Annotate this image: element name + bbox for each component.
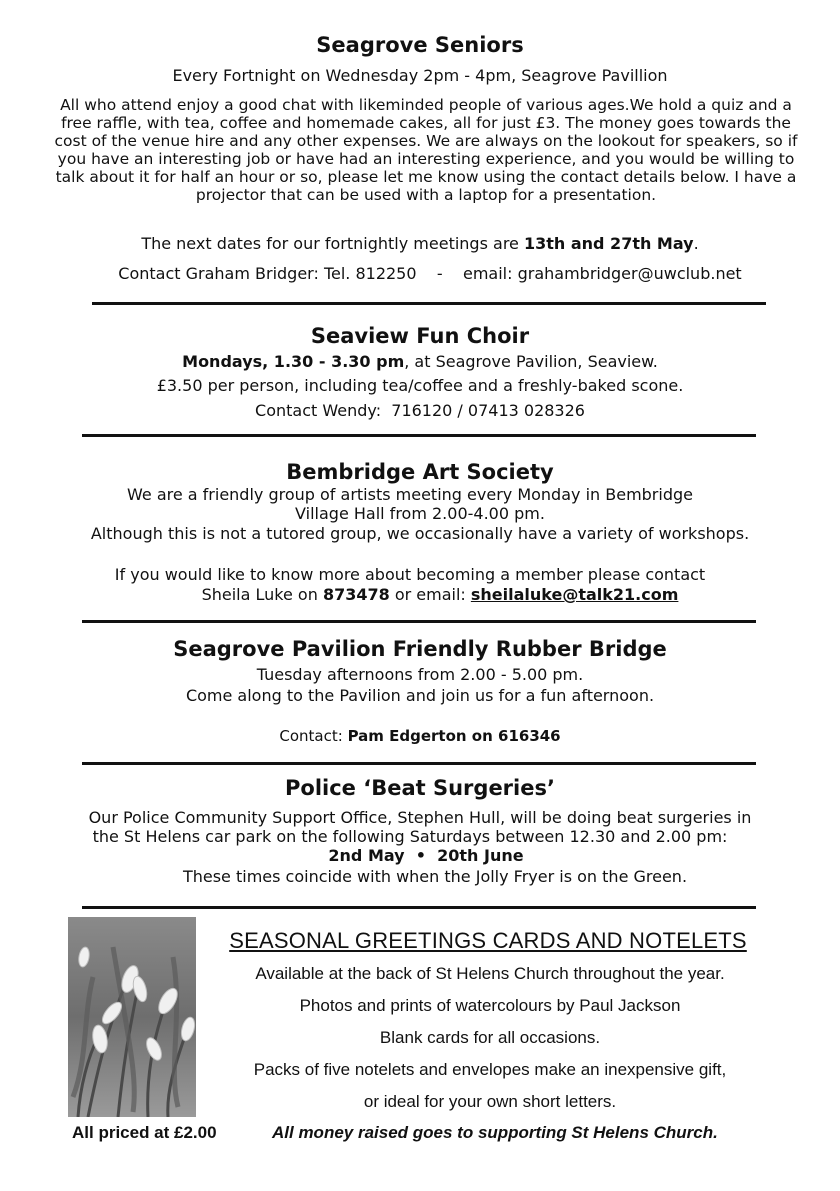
next-dates-text: The next dates for our fortnightly meetings are: [141, 234, 524, 253]
next-dates-suffix: .: [693, 234, 699, 253]
next-dates-bold: 13th and 27th May: [523, 234, 694, 253]
divider: [92, 302, 766, 305]
bridge-title: Seagrove Pavilion Friendly Rubber Bridge: [173, 637, 667, 661]
seniors-schedule: Every Fortnight on Wednesday 2pm - 4pm, Seagrove Pavillion: [172, 66, 668, 85]
art-line3: Although this is not a tutored group, we occasionally have a variety of workshops.: [90, 524, 750, 543]
art-email-label: or email:: [389, 585, 471, 604]
seniors-next-dates: [0, 234, 840, 254]
art-line4: If you would like to know more about becoming a member please contact: [114, 565, 706, 584]
choir-when-rest: , at Seagrove Pavilion, Seaview.: [404, 352, 658, 371]
choir-when-bold: Mondays, 1.30 - 3.30 pm: [182, 352, 405, 371]
art-phone: 873478: [322, 585, 390, 604]
divider: [82, 620, 756, 623]
divider: [82, 434, 756, 437]
police-dates: 2nd May • 20th June: [328, 846, 524, 865]
seniors-title: Seagrove Seniors: [316, 33, 524, 57]
bridge-line1: Tuesday afternoons from 2.00 - 5.00 pm.: [256, 665, 584, 684]
art-title: Bembridge Art Society: [286, 460, 554, 484]
cards-line4: Packs of five notelets and envelopes make an inexpensive gift,: [253, 1060, 727, 1079]
art-line5: [0, 585, 840, 605]
choir-contact: Contact Wendy: 716120 / 07413 028326: [255, 401, 585, 420]
cards-line2: Photos and prints of watercolours by Paul Jackson: [299, 996, 681, 1015]
police-line3: These times coincide with when the Jolly Fryer is on the Green.: [182, 867, 688, 886]
bridge-line2: Come along to the Pavilion and join us for a fun afternoon.: [185, 686, 655, 705]
seniors-body: All who attend enjoy a good chat with likeminded people of various ages.We hold a quiz and a free raffle, with tea, coffee and homemade cakes, all for just £3. The money goes towards the cost of the venue hire and any other expenses. We are always on the lookout for speakers, so if you have an interesting job or have had an interesting experience, and you would be willing to talk about it for half an hour or so, please let me know using the contact details below. I have a projector that can be used with a laptop for a presentation.: [54, 96, 798, 204]
choir-title: Seaview Fun Choir: [310, 324, 530, 348]
police-line2: the St Helens car park on the following Saturdays between 12.30 and 2.00 pm:: [92, 827, 728, 846]
cards-price: All priced at £2.00: [72, 1123, 217, 1142]
art-line1: We are a friendly group of artists meeting every Monday in Bembridge: [127, 485, 693, 504]
bridge-contact-label: Contact:: [279, 727, 348, 745]
snowdrop-photo: [68, 917, 196, 1117]
bridge-contact-name: Pam Edgerton on 616346: [347, 727, 561, 745]
cards-line3: Blank cards for all occasions.: [379, 1028, 601, 1047]
art-contact-name: Sheila Luke on: [201, 585, 323, 604]
cards-line5: or ideal for your own short letters.: [363, 1092, 617, 1111]
cards-money: All money raised goes to supporting St Helens Church.: [272, 1123, 718, 1142]
divider: [82, 762, 756, 765]
cards-title: SEASONAL GREETINGS CARDS AND NOTELETS: [229, 928, 747, 953]
police-line1: Our Police Community Support Office, Stephen Hull, will be doing beat surgeries in: [88, 808, 752, 827]
seniors-contact: Contact Graham Bridger: Tel. 812250 - email: grahambridger@uwclub.net: [118, 264, 742, 283]
choir-price: £3.50 per person, including tea/coffee and a freshly-baked scone.: [156, 376, 684, 395]
art-email-link[interactable]: sheilaluke@talk21.com: [470, 585, 679, 604]
police-title: Police ‘Beat Surgeries’: [285, 776, 555, 800]
divider: [82, 906, 756, 909]
bridge-contact: [0, 726, 840, 746]
choir-when: [0, 352, 840, 372]
cards-line1: Available at the back of St Helens Church throughout the year.: [255, 964, 725, 983]
art-line2: Village Hall from 2.00-4.00 pm.: [295, 504, 545, 523]
